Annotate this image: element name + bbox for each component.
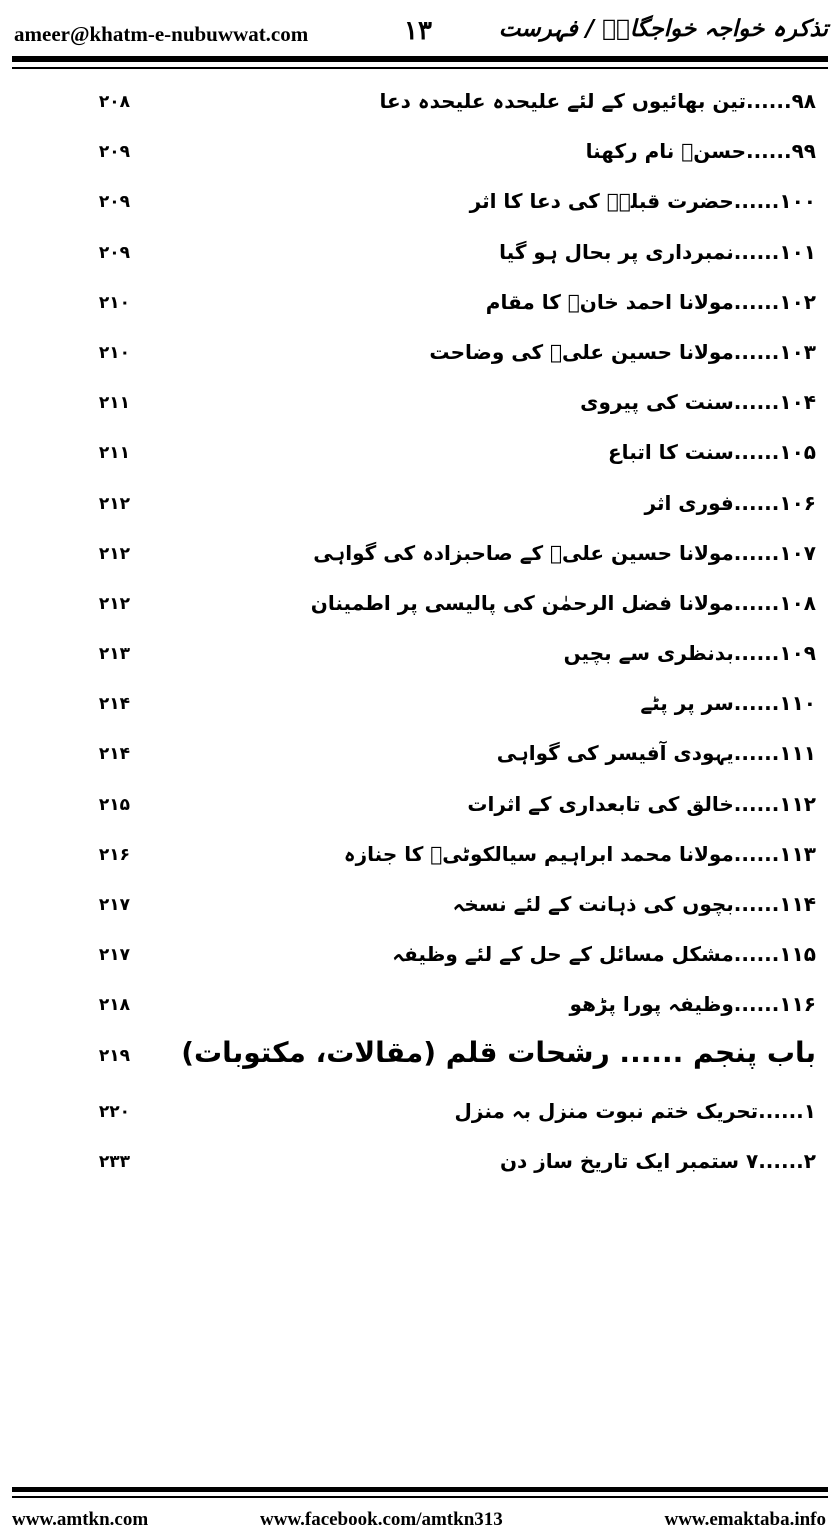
toc-entry-title: ۱۱۰......سر پر پٹے [640, 691, 816, 716]
toc-entry-page: ۲۳۳ [98, 1151, 130, 1172]
toc-entry-page: ۲۱۷ [98, 895, 130, 915]
toc-entry-page: ۲۱۴ [98, 744, 130, 765]
toc-entry [0, 987, 840, 1037]
header-rule-thick [12, 56, 828, 62]
toc-entry-title: ۱۱۳......مولانا محمد ابراہیم سیالکوٹیؒ کا جنازہ [343, 841, 816, 866]
toc-entry-title: ۱۰۷......مولانا حسین علیؒ کے صاحبزادہ کی گواہی [313, 540, 816, 565]
toc-entry [0, 636, 840, 686]
toc-entry-title: باب پنجم ...... رشحات قلم (مقالات، مکتوبات) [181, 1035, 816, 1069]
toc-entry-page: ۲۱۰ [98, 342, 130, 363]
header-email: ameer@khatm-e-nubuwwat.com [14, 22, 309, 46]
toc-entry-page: ۲۱۴ [98, 694, 130, 715]
toc-entry-page: ۲۱۷ [98, 945, 130, 966]
toc-entry-page: ۲۰۹ [98, 192, 130, 213]
footer-rule-thick [12, 1487, 828, 1492]
toc-entry [0, 1144, 840, 1194]
footer-link-amtkn[interactable]: www.amtkn.com [12, 1509, 149, 1530]
page-header [0, 0, 840, 60]
toc-entry-title: ۱۰۴......سنت کی پیروی [580, 390, 816, 415]
toc-entry-title: ۱۰۸......مولانا فضل الرحمٰن کی پالیسی پر اطمینان [310, 590, 816, 615]
toc-entry-page: ۲۱۱ [98, 443, 130, 464]
toc-entry-page: ۲۱۲ [98, 493, 130, 514]
toc-entry-title: ۱۰۵......سنت کا اتباع [608, 440, 816, 465]
toc-entry [0, 486, 840, 536]
toc-entry [0, 887, 840, 937]
toc-entry [0, 134, 840, 184]
page-footer [0, 1505, 840, 1535]
footer-link-emaktaba[interactable]: www.emaktaba.info [664, 1509, 826, 1530]
toc-entry-page: ۲۱۶ [98, 844, 130, 865]
toc-entry [0, 1094, 840, 1144]
toc-entry-title: ۱......تحریک ختم نبوت منزل بہ منزل [454, 1098, 816, 1123]
toc-entry-title: ۱۱۱......یہودی آفیسر کی گواہی [496, 741, 816, 766]
footer-link-facebook[interactable]: www.facebook.com/amtkn313 [260, 1509, 503, 1530]
toc-chapter-heading [0, 1035, 840, 1094]
toc-entry-title: ۱۰۳......مولانا حسین علیؒ کی وضاحت [429, 339, 816, 364]
toc-entry-page: ۲۱۲ [98, 593, 130, 614]
toc-entry [0, 235, 840, 285]
page-number: ۱۳ [404, 16, 432, 46]
toc-entry [0, 285, 840, 335]
toc-entry [0, 385, 840, 435]
toc-entry-page: ۲۰۹ [98, 242, 130, 263]
toc-entry-title: ۲......۷ ستمبر ایک تاریخ ساز دن [499, 1148, 816, 1173]
toc-entry [0, 937, 840, 987]
toc-entry-page: ۲۱۵ [98, 794, 130, 815]
toc-entry [0, 686, 840, 736]
toc-entry-title: ۱۰۰......حضرت قبلہؒ کی دعا کا اثر [469, 189, 816, 214]
book-title: تذکرہ خواجہ خواجگانؒ / فہرست [498, 16, 828, 42]
toc-entry-page: ۲۲۰ [98, 1101, 130, 1122]
table-of-contents [0, 84, 840, 1194]
toc-entry [0, 335, 840, 385]
toc-entry [0, 536, 840, 586]
toc-entry [0, 586, 840, 636]
toc-entry-page: ۲۱۳ [98, 644, 130, 665]
toc-entry-page: ۲۱۱ [98, 393, 130, 414]
toc-entry-title: ۱۰۲......مولانا احمد خانؒ کا مقام [485, 289, 816, 314]
toc-entry [0, 435, 840, 485]
toc-entry [0, 84, 840, 134]
toc-entry-title: ۱۰۶......فوری اثر [644, 490, 816, 515]
toc-entry-page: ۲۱۹ [98, 1045, 130, 1066]
toc-entry-page: ۲۱۸ [98, 995, 130, 1016]
toc-entry [0, 837, 840, 887]
toc-entry-title: ۱۱۲......خالق کی تابعداری کے اثرات [467, 791, 816, 816]
toc-entry-title: ۱۱۶......وظیفہ پورا پڑھو [569, 992, 816, 1017]
toc-entry-title: ۹۹......حسنؓ نام رکھنا [585, 139, 816, 164]
toc-entry-page: ۲۱۲ [98, 543, 130, 564]
toc-entry [0, 184, 840, 234]
toc-entry-title: ۱۰۹......بدنظری سے بچیں [563, 641, 816, 666]
footer-rule-thin [12, 1496, 828, 1498]
toc-entry-title: ۱۱۴......بچوں کی ذہانت کے لئے نسخہ [452, 892, 816, 916]
toc-entry [0, 787, 840, 837]
toc-entry-page: ۲۰۸ [98, 92, 130, 112]
toc-entry-page: ۲۰۹ [98, 142, 130, 163]
toc-entry-page: ۲۱۰ [98, 292, 130, 313]
toc-entry-title: ۱۱۵......مشکل مسائل کے حل کے لئے وظیفہ [392, 942, 816, 967]
toc-entry-title: ۹۸......تین بھائیوں کے لئے علیحدہ علیحدہ دعا [379, 89, 816, 113]
toc-entry [0, 736, 840, 786]
toc-entry-title: ۱۰۱......نمبرداری پر بحال ہو گیا [499, 239, 816, 264]
header-rule-thin [12, 67, 828, 69]
